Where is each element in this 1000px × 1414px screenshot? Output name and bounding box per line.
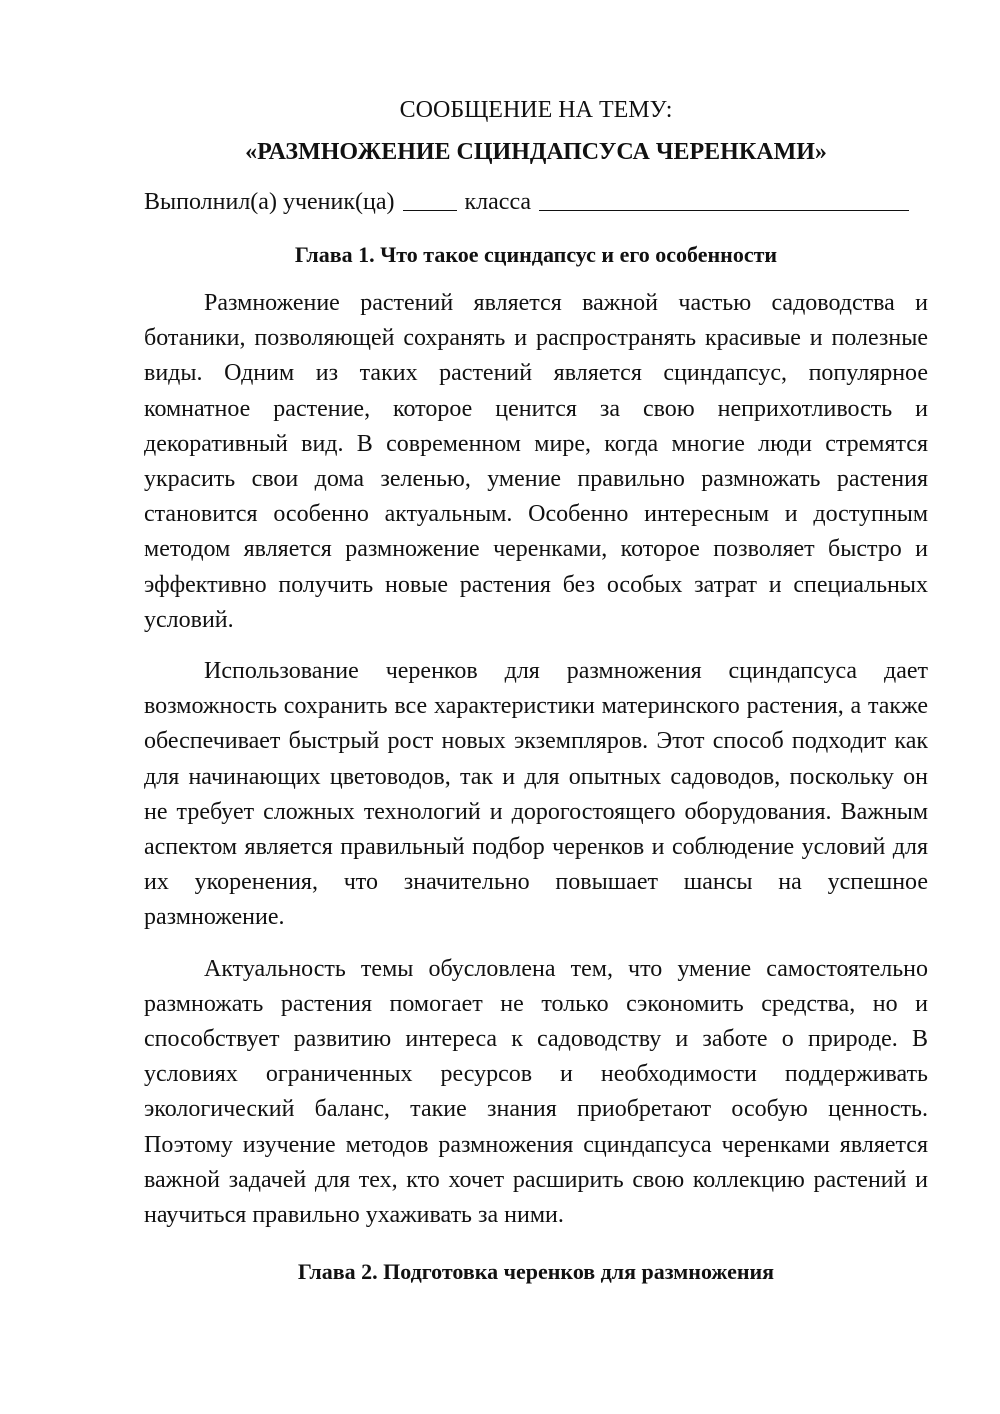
author-line [144, 182, 928, 220]
class-label: класса [464, 189, 532, 215]
class-number-blank [403, 184, 457, 211]
chapter-1-paragraph-2: Использование черенков для размножения сциндапсуса дает возможность сохранить все характеристики материнского растения, а также обеспечивает быстрый рост новых экземпляров. Этот способ подходит как для начинающих цветоводов, так и для опытных садоводов, поскольку он не требует сложных технологий и дорогостоящего оборудования. Важным аспектом является правильный подбор черенков и соблюдение условий для их укоренения, что значительно повышает шансы на успешное размножение. [144, 658, 928, 931]
document-topic-title: «РАЗМНОЖЕНИЕ СЦИНДАПСУСА ЧЕРЕНКАМИ» [245, 139, 827, 165]
chapter-2-title: Глава 2. Подготовка черенков для размножения [297, 1259, 775, 1285]
student-name-blank [539, 184, 909, 211]
document-page [144, 92, 928, 1303]
chapter-1-title: Глава 1. Что такое сциндапсус и его особенности [294, 242, 778, 267]
chapter-1-paragraph-3: Актуальность темы обусловлена тем, что умение самостоятельно размножать растения помогает не только сэкономить средства, но и способствует развитию интереса к садоводству и заботе о природе. В условиях ограниченных ресурсов и необходимости поддерживать экологический баланс, такие знания приобретают особую ценность. Поэтому изучение методов размножения сциндапсуса черенками является важной задачей для тех, кто хочет расширить свою коллекцию растений и научиться правильно ухаживать за ними. [144, 955, 928, 1229]
document-heading: СООБЩЕНИЕ НА ТЕМУ: [399, 97, 673, 123]
performed-by-label: Выполнил(а) ученик(ца) [144, 189, 395, 215]
chapter-1-paragraph-1: Размножение растений является важной частью садоводства и ботаники, позволяющей сохранять и распространять красивые и полезные виды. Одним из таких растений является сциндапсус, популярное комнатное растение, которое ценится за свою неприхотливость и декоративный вид. В современном мире, когда многие люди стремятся украсить свои дома зеленью, умение правильно размножать растения становится особенно актуальным. Особенно интересным и доступным методом является размножение черенками, которое позволяет быстро и эффективно получить новые растения без особых затрат и специальных условий. [144, 290, 928, 633]
